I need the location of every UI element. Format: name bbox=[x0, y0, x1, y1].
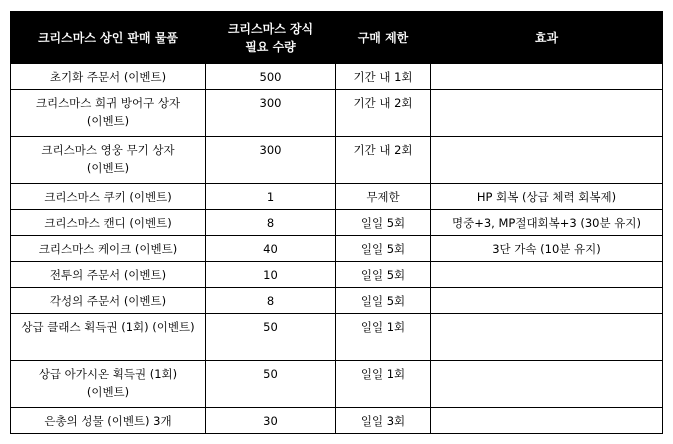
cell-effect bbox=[431, 137, 663, 184]
cell-effect bbox=[431, 64, 663, 90]
table-row bbox=[11, 184, 663, 210]
cell-effect bbox=[431, 361, 663, 408]
table-row bbox=[11, 288, 663, 314]
cell-quantity: 40 bbox=[206, 236, 336, 262]
table-row bbox=[11, 90, 663, 137]
table-row bbox=[11, 236, 663, 262]
table-row bbox=[11, 408, 663, 434]
cell-item: 상급 클래스 획득권 (1회) (이벤트) bbox=[11, 314, 206, 361]
cell-limit: 일일 5회 bbox=[336, 262, 431, 288]
cell-item: 초기화 주문서 (이벤트) bbox=[11, 64, 206, 90]
cell-limit: 일일 1회 bbox=[336, 314, 431, 361]
cell-limit: 기간 내 2회 bbox=[336, 90, 431, 137]
cell-item: 크리스마스 희귀 방어구 상자 (이벤트) bbox=[11, 90, 206, 137]
cell-quantity: 8 bbox=[206, 210, 336, 236]
cell-limit: 일일 5회 bbox=[336, 210, 431, 236]
cell-effect bbox=[431, 314, 663, 361]
cell-effect bbox=[431, 408, 663, 434]
cell-limit: 일일 1회 bbox=[336, 361, 431, 408]
cell-quantity: 50 bbox=[206, 361, 336, 408]
cell-quantity: 300 bbox=[206, 137, 336, 184]
cell-limit: 기간 내 2회 bbox=[336, 137, 431, 184]
cell-effect bbox=[431, 90, 663, 137]
header-limit: 구매 제한 bbox=[336, 12, 431, 64]
table-row bbox=[11, 64, 663, 90]
cell-item: 크리스마스 캔디 (이벤트) bbox=[11, 210, 206, 236]
cell-limit: 일일 5회 bbox=[336, 288, 431, 314]
cell-effect: 명중+3, MP절대회복+3 (30분 유지) bbox=[431, 210, 663, 236]
cell-quantity: 8 bbox=[206, 288, 336, 314]
cell-item: 크리스마스 쿠키 (이벤트) bbox=[11, 184, 206, 210]
cell-effect: HP 회복 (상급 체력 회복제) bbox=[431, 184, 663, 210]
table-row bbox=[11, 137, 663, 184]
cell-limit: 기간 내 1회 bbox=[336, 64, 431, 90]
header-effect: 효과 bbox=[431, 12, 663, 64]
cell-quantity: 10 bbox=[206, 262, 336, 288]
header-quantity: 크리스마스 장식 필요 수량 bbox=[206, 12, 336, 64]
header-item: 크리스마스 상인 판매 물품 bbox=[11, 12, 206, 64]
cell-limit: 무제한 bbox=[336, 184, 431, 210]
cell-item: 각성의 주문서 (이벤트) bbox=[11, 288, 206, 314]
cell-item: 은총의 성물 (이벤트) 3개 bbox=[11, 408, 206, 434]
cell-quantity: 30 bbox=[206, 408, 336, 434]
table-header-row bbox=[11, 12, 663, 64]
cell-limit: 일일 3회 bbox=[336, 408, 431, 434]
cell-item: 상급 아가시온 획득권 (1회) (이벤트) bbox=[11, 361, 206, 408]
cell-effect: 3단 가속 (10분 유지) bbox=[431, 236, 663, 262]
cell-quantity: 50 bbox=[206, 314, 336, 361]
cell-quantity: 1 bbox=[206, 184, 336, 210]
cell-item: 크리스마스 영웅 무기 상자 (이벤트) bbox=[11, 137, 206, 184]
cell-effect bbox=[431, 288, 663, 314]
table-row bbox=[11, 314, 663, 361]
cell-limit: 일일 5회 bbox=[336, 236, 431, 262]
cell-quantity: 500 bbox=[206, 64, 336, 90]
table-row bbox=[11, 262, 663, 288]
cell-item: 전투의 주문서 (이벤트) bbox=[11, 262, 206, 288]
cell-item: 크리스마스 케이크 (이벤트) bbox=[11, 236, 206, 262]
table-row bbox=[11, 361, 663, 408]
cell-effect bbox=[431, 262, 663, 288]
merchant-items-table bbox=[10, 11, 663, 434]
cell-quantity: 300 bbox=[206, 90, 336, 137]
table-row bbox=[11, 210, 663, 236]
